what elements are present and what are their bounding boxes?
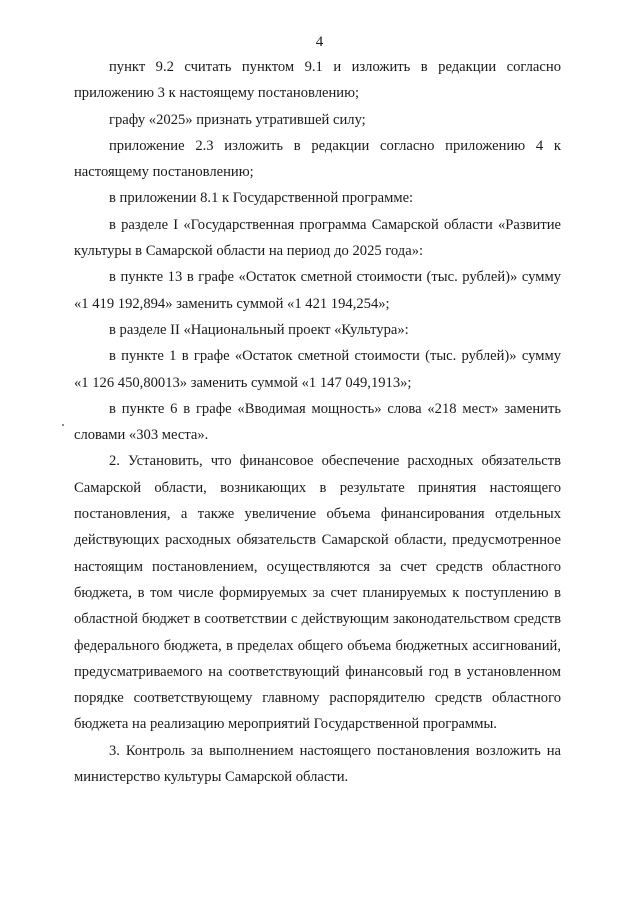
paragraph-clause-3: 3. Контроль за выполнением настоящего постановления возложить на министерство культуры Самарской области. bbox=[74, 742, 561, 786]
paragraph-item-6: в пункте 6 в графе «Вводимая мощность» слова «218 мест» заменить словами «303 места». bbox=[74, 400, 561, 444]
paragraph-item-1: в пункте 1 в графе «Остаток сметной стоимости (тыс. рублей)» сумму «1 126 450,80013» заменить суммой «1 147 049,1913»; bbox=[74, 348, 561, 391]
paragraph-appendix-8-1: в приложении 8.1 к Государственной программе: bbox=[109, 190, 414, 207]
paragraph-clause-2: 2. Установить, что финансовое обеспечение расходных обязательств Самарской области, возникающих в результате принятия настоящего постановления, а также увеличение объема финансирования отдельных действующих расходных обязательств Самарской области, предусмотренное настоящим постановлением, осуществляются за счет средств областного бюджета, в том числе формируемых за счет планируемых к поступлению в областной бюджет в соответствии с действующим законодательством средств федерального бюджета, в пределах общего объема бюджетных ассигнований, предусматриваемого на соответствующий финансовый год в установленном порядке соответствующему главному распорядителю средств областного бюджета на реализацию мероприятий Государственной программы. bbox=[74, 453, 561, 733]
paragraph-column-2025: графу «2025» признать утратившей силу; bbox=[109, 111, 366, 128]
page-number: 4 bbox=[315, 34, 324, 50]
paragraph-item-13: в пункте 13 в графе «Остаток сметной стоимости (тыс. рублей)» сумму «1 419 192,894» заменить суммой «1 421 194,254»; bbox=[74, 269, 561, 312]
paragraph-section-2: в разделе II «Национальный проект «Культура»: bbox=[109, 321, 409, 338]
paragraph-item-9-2: пункт 9.2 считать пунктом 9.1 и изложить в редакции согласно приложению 3 к настоящему постановлению; bbox=[74, 59, 561, 102]
document-body bbox=[74, 54, 561, 790]
scan-speck bbox=[62, 424, 64, 426]
paragraph-appendix-2-3: приложение 2.3 изложить в редакции согласно приложению 4 к настоящему постановлению; bbox=[74, 137, 561, 181]
paragraph-section-1: в разделе I «Государственная программа Самарской области «Развитие культуры в Самарской области на период до 2025 года»: bbox=[74, 216, 561, 260]
